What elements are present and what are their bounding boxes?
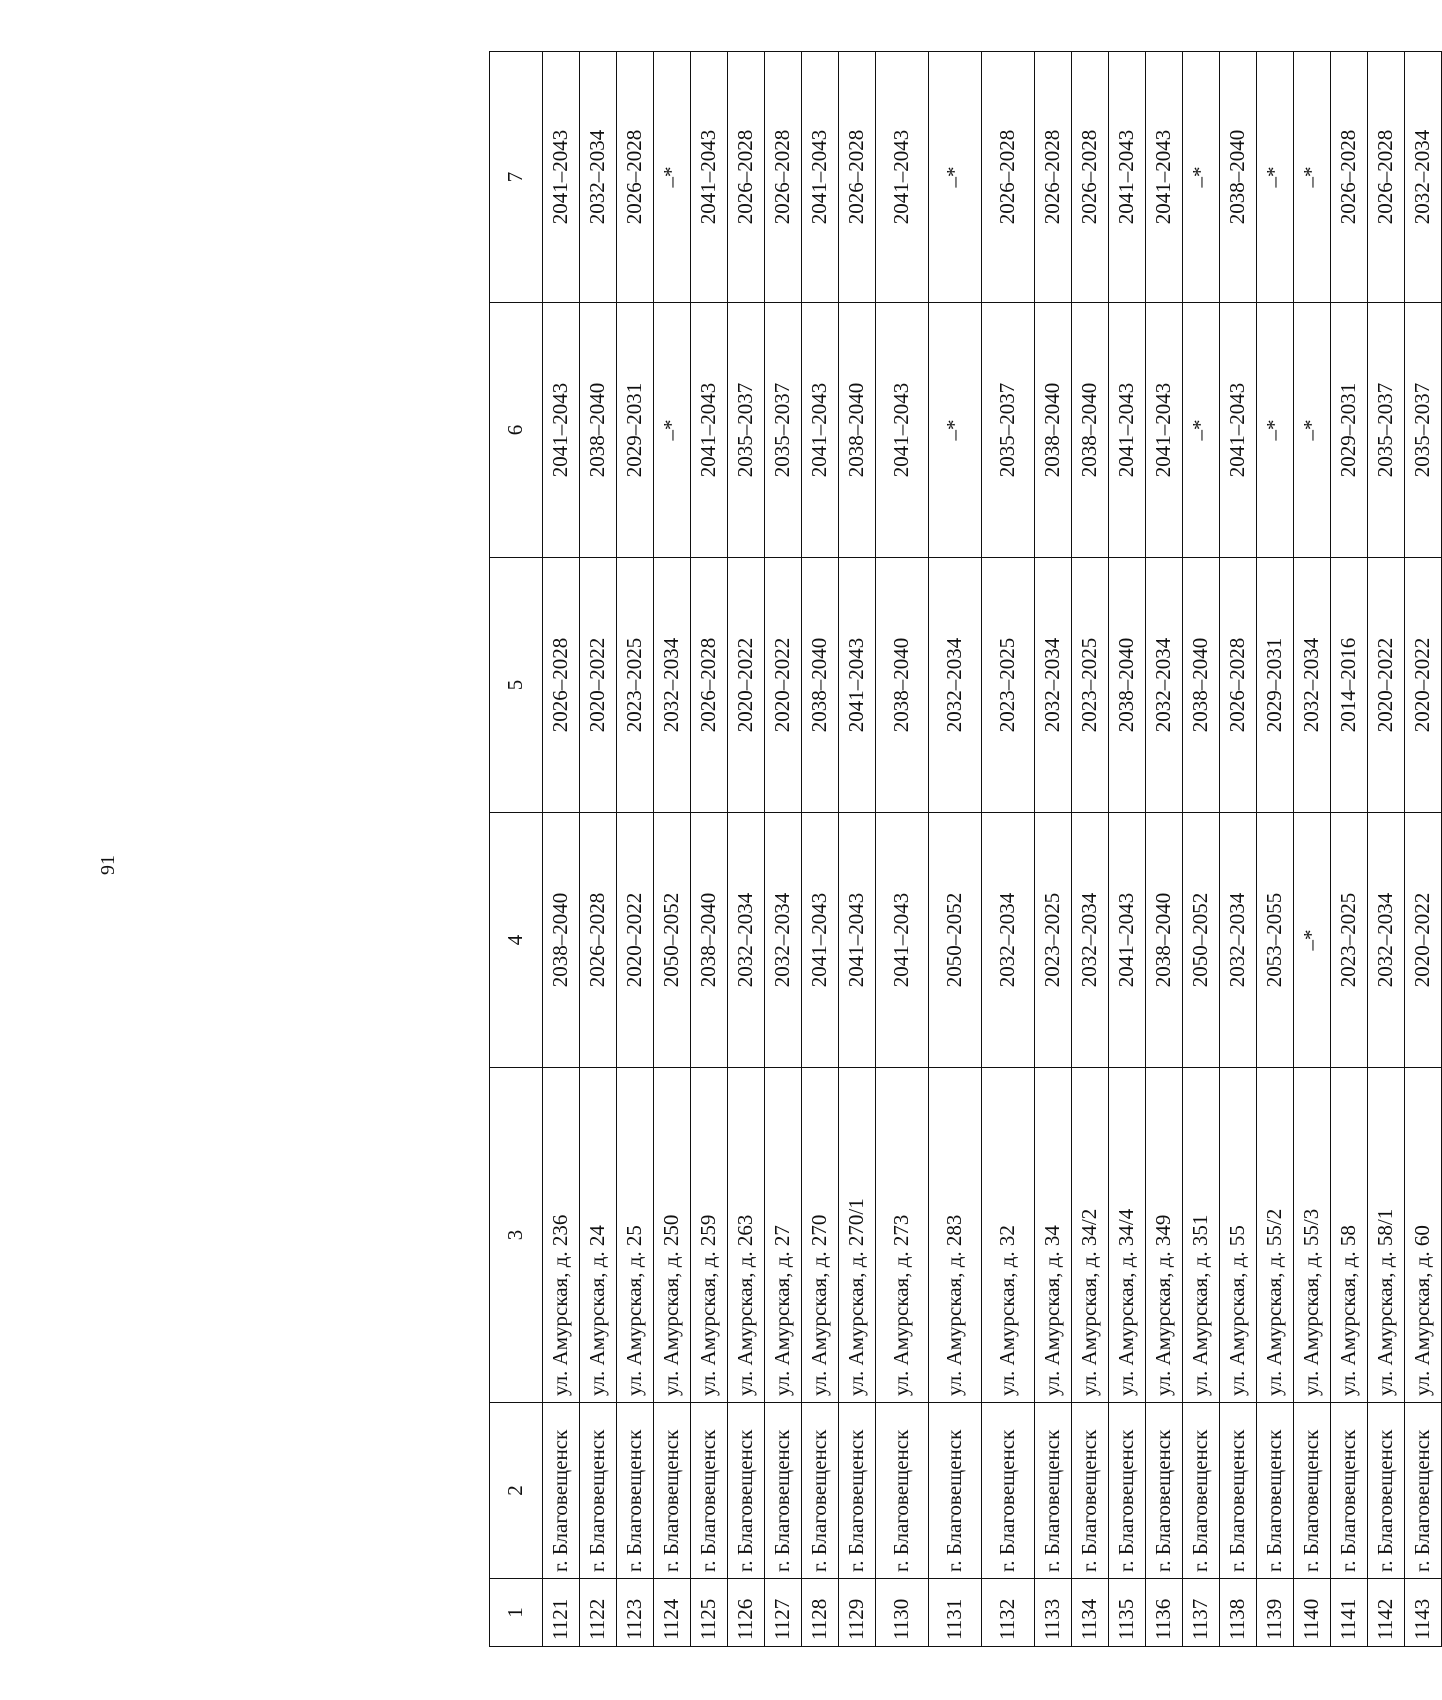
- period-cell-5: 2029–2031: [1257, 558, 1294, 813]
- period-cell-6: 2041–2043: [802, 303, 839, 558]
- address-cell: ул. Амурская, д. 32: [982, 1068, 1035, 1403]
- period-cell-5: 2020–2022: [728, 558, 765, 813]
- period-cell-5: 2032–2034: [1146, 558, 1183, 813]
- table-row: [802, 52, 839, 1647]
- period-cell-6: –*: [929, 303, 982, 558]
- period-cell-6: 2041–2043: [1109, 303, 1146, 558]
- address-cell: ул. Амурская, д. 34/2: [1072, 1068, 1109, 1403]
- period-cell-7: 2026–2028: [1368, 52, 1405, 303]
- row-number-cell: 1122: [580, 1579, 617, 1647]
- period-cell-6: 2035–2037: [982, 303, 1035, 558]
- address-cell: ул. Амурская, д. 283: [929, 1068, 982, 1403]
- period-cell-5: 2026–2028: [691, 558, 728, 813]
- table-row: [1035, 52, 1072, 1647]
- city-cell: г. Благовещенск: [728, 1403, 765, 1579]
- row-number-cell: 1133: [1035, 1579, 1072, 1647]
- row-number-cell: 1129: [839, 1579, 876, 1647]
- period-cell-6: 2038–2040: [1072, 303, 1109, 558]
- period-cell-6: –*: [1294, 303, 1331, 558]
- period-cell-5: 2038–2040: [1109, 558, 1146, 813]
- period-cell-5: 2026–2028: [543, 558, 580, 813]
- address-cell: ул. Амурская, д. 24: [580, 1068, 617, 1403]
- table-row: [1183, 52, 1220, 1647]
- city-cell: г. Благовещенск: [1257, 1403, 1294, 1579]
- period-cell-4: 2050–2052: [929, 813, 982, 1068]
- period-cell-5: 2020–2022: [1368, 558, 1405, 813]
- column-header-1: 1: [490, 1579, 543, 1647]
- period-cell-5: 2020–2022: [1405, 558, 1442, 813]
- city-cell: г. Благовещенск: [691, 1403, 728, 1579]
- period-cell-4: 2038–2040: [691, 813, 728, 1068]
- period-cell-7: –*: [1183, 52, 1220, 303]
- period-cell-6: 2035–2037: [1405, 303, 1442, 558]
- period-cell-7: 2026–2028: [1331, 52, 1368, 303]
- row-number-cell: 1125: [691, 1579, 728, 1647]
- period-cell-7: –*: [654, 52, 691, 303]
- address-cell: ул. Амурская, д. 34/4: [1109, 1068, 1146, 1403]
- table-row: [1294, 52, 1331, 1647]
- period-cell-6: 2041–2043: [1146, 303, 1183, 558]
- address-cell: ул. Амурская, д. 270/1: [839, 1068, 876, 1403]
- table-row: [728, 52, 765, 1647]
- city-cell: г. Благовещенск: [543, 1403, 580, 1579]
- table-row: [929, 52, 982, 1647]
- city-cell: г. Благовещенск: [982, 1403, 1035, 1579]
- period-cell-6: 2035–2037: [765, 303, 802, 558]
- period-cell-6: 2035–2037: [1368, 303, 1405, 558]
- period-cell-4: 2032–2034: [765, 813, 802, 1068]
- period-cell-7: 2026–2028: [982, 52, 1035, 303]
- header-row: [490, 52, 543, 1647]
- table-row: [1331, 52, 1368, 1647]
- table-row: [654, 52, 691, 1647]
- city-cell: г. Благовещенск: [839, 1403, 876, 1579]
- address-cell: ул. Амурская, д. 27: [765, 1068, 802, 1403]
- city-cell: г. Благовещенск: [654, 1403, 691, 1579]
- table-row: [982, 52, 1035, 1647]
- table-row: [1368, 52, 1405, 1647]
- period-cell-6: 2038–2040: [839, 303, 876, 558]
- table-row: [1072, 52, 1109, 1647]
- period-cell-7: 2026–2028: [1072, 52, 1109, 303]
- period-cell-5: 2020–2022: [765, 558, 802, 813]
- period-cell-7: –*: [1294, 52, 1331, 303]
- row-number-cell: 1130: [876, 1579, 929, 1647]
- period-cell-4: 2026–2028: [580, 813, 617, 1068]
- period-cell-6: 2029–2031: [1331, 303, 1368, 558]
- city-cell: г. Благовещенск: [1072, 1403, 1109, 1579]
- period-cell-4: 2032–2034: [1368, 813, 1405, 1068]
- city-cell: г. Благовещенск: [1368, 1403, 1405, 1579]
- period-cell-7: –*: [1257, 52, 1294, 303]
- period-cell-6: 2041–2043: [876, 303, 929, 558]
- city-cell: г. Благовещенск: [765, 1403, 802, 1579]
- address-cell: ул. Амурская, д. 349: [1146, 1068, 1183, 1403]
- row-number-cell: 1121: [543, 1579, 580, 1647]
- period-cell-7: 2041–2043: [802, 52, 839, 303]
- row-number-cell: 1132: [982, 1579, 1035, 1647]
- row-number-cell: 1123: [617, 1579, 654, 1647]
- period-cell-4: 2032–2034: [982, 813, 1035, 1068]
- row-number-cell: 1142: [1368, 1579, 1405, 1647]
- row-number-cell: 1138: [1220, 1579, 1257, 1647]
- table-row: [1109, 52, 1146, 1647]
- period-cell-4: 2041–2043: [802, 813, 839, 1068]
- city-cell: г. Благовещенск: [1220, 1403, 1257, 1579]
- address-cell: ул. Амурская, д. 55/2: [1257, 1068, 1294, 1403]
- period-cell-7: 2041–2043: [543, 52, 580, 303]
- period-cell-4: 2041–2043: [839, 813, 876, 1068]
- period-cell-5: 2041–2043: [839, 558, 876, 813]
- address-cell: ул. Амурская, д. 55: [1220, 1068, 1257, 1403]
- period-cell-7: 2026–2028: [1035, 52, 1072, 303]
- period-cell-6: 2041–2043: [691, 303, 728, 558]
- period-cell-5: 2038–2040: [1183, 558, 1220, 813]
- period-cell-7: 2041–2043: [691, 52, 728, 303]
- city-cell: г. Благовещенск: [929, 1403, 982, 1579]
- address-cell: ул. Амурская, д. 250: [654, 1068, 691, 1403]
- table-row: [839, 52, 876, 1647]
- city-cell: г. Благовещенск: [1035, 1403, 1072, 1579]
- column-header-2: 2: [490, 1403, 543, 1579]
- period-cell-7: 2041–2043: [1146, 52, 1183, 303]
- period-cell-4: 2032–2034: [1220, 813, 1257, 1068]
- period-cell-7: 2026–2028: [617, 52, 654, 303]
- row-number-cell: 1128: [802, 1579, 839, 1647]
- period-cell-6: 2035–2037: [728, 303, 765, 558]
- address-cell: ул. Амурская, д. 259: [691, 1068, 728, 1403]
- table-body: [543, 52, 1442, 1647]
- table-row: [580, 52, 617, 1647]
- address-cell: ул. Амурская, д. 236: [543, 1068, 580, 1403]
- city-cell: г. Благовещенск: [1294, 1403, 1331, 1579]
- period-cell-6: 2029–2031: [617, 303, 654, 558]
- column-header-3: 3: [490, 1068, 543, 1403]
- repair-schedule-table: [489, 51, 1442, 1647]
- period-cell-4: 2032–2034: [728, 813, 765, 1068]
- table-row: [543, 52, 580, 1647]
- period-cell-7: 2026–2028: [728, 52, 765, 303]
- period-cell-7: 2032–2034: [1405, 52, 1442, 303]
- table-container: [489, 52, 1435, 1647]
- column-header-6: 6: [490, 303, 543, 558]
- address-cell: ул. Амурская, д. 58/1: [1368, 1068, 1405, 1403]
- period-cell-4: 2041–2043: [1109, 813, 1146, 1068]
- city-cell: г. Благовещенск: [617, 1403, 654, 1579]
- row-number-cell: 1127: [765, 1579, 802, 1647]
- period-cell-7: 2041–2043: [876, 52, 929, 303]
- row-number-cell: 1139: [1257, 1579, 1294, 1647]
- row-number-cell: 1134: [1072, 1579, 1109, 1647]
- period-cell-6: 2038–2040: [580, 303, 617, 558]
- period-cell-6: –*: [1183, 303, 1220, 558]
- period-cell-7: 2032–2034: [580, 52, 617, 303]
- period-cell-7: –*: [929, 52, 982, 303]
- address-cell: ул. Амурская, д. 273: [876, 1068, 929, 1403]
- city-cell: г. Благовещенск: [802, 1403, 839, 1579]
- period-cell-7: 2026–2028: [765, 52, 802, 303]
- column-header-7: 7: [490, 52, 543, 303]
- period-cell-4: –*: [1294, 813, 1331, 1068]
- period-cell-4: 2041–2043: [876, 813, 929, 1068]
- row-number-cell: 1137: [1183, 1579, 1220, 1647]
- table-row: [1405, 52, 1442, 1647]
- period-cell-6: 2038–2040: [1035, 303, 1072, 558]
- period-cell-5: 2032–2034: [1035, 558, 1072, 813]
- table-row: [876, 52, 929, 1647]
- city-cell: г. Благовещенск: [1146, 1403, 1183, 1579]
- period-cell-5: 2023–2025: [1072, 558, 1109, 813]
- period-cell-4: 2020–2022: [1405, 813, 1442, 1068]
- period-cell-6: 2041–2043: [543, 303, 580, 558]
- address-cell: ул. Амурская, д. 58: [1331, 1068, 1368, 1403]
- period-cell-6: –*: [1257, 303, 1294, 558]
- table-row: [1146, 52, 1183, 1647]
- city-cell: г. Благовещенск: [1405, 1403, 1442, 1579]
- period-cell-5: 2038–2040: [876, 558, 929, 813]
- city-cell: г. Благовещенск: [1183, 1403, 1220, 1579]
- column-header-5: 5: [490, 558, 543, 813]
- table-row: [1257, 52, 1294, 1647]
- period-cell-4: 2038–2040: [543, 813, 580, 1068]
- period-cell-5: 2032–2034: [929, 558, 982, 813]
- period-cell-4: 2032–2034: [1072, 813, 1109, 1068]
- period-cell-6: –*: [654, 303, 691, 558]
- address-cell: ул. Амурская, д. 34: [1035, 1068, 1072, 1403]
- page-number: 91: [97, 855, 119, 875]
- period-cell-5: 2032–2034: [654, 558, 691, 813]
- row-number-cell: 1141: [1331, 1579, 1368, 1647]
- address-cell: ул. Амурская, д. 351: [1183, 1068, 1220, 1403]
- city-cell: г. Благовещенск: [1331, 1403, 1368, 1579]
- period-cell-5: 2032–2034: [1294, 558, 1331, 813]
- address-cell: ул. Амурская, д. 263: [728, 1068, 765, 1403]
- period-cell-4: 2050–2052: [654, 813, 691, 1068]
- table-row: [691, 52, 728, 1647]
- address-cell: ул. Амурская, д. 55/3: [1294, 1068, 1331, 1403]
- period-cell-7: 2026–2028: [839, 52, 876, 303]
- period-cell-4: 2023–2025: [1331, 813, 1368, 1068]
- city-cell: г. Благовещенск: [1109, 1403, 1146, 1579]
- row-number-cell: 1131: [929, 1579, 982, 1647]
- period-cell-5: 2026–2028: [1220, 558, 1257, 813]
- period-cell-5: 2023–2025: [617, 558, 654, 813]
- city-cell: г. Благовещенск: [876, 1403, 929, 1579]
- address-cell: ул. Амурская, д. 60: [1405, 1068, 1442, 1403]
- row-number-cell: 1124: [654, 1579, 691, 1647]
- city-cell: г. Благовещенск: [580, 1403, 617, 1579]
- table-row: [1220, 52, 1257, 1647]
- period-cell-7: 2041–2043: [1109, 52, 1146, 303]
- row-number-cell: 1140: [1294, 1579, 1331, 1647]
- period-cell-6: 2041–2043: [1220, 303, 1257, 558]
- period-cell-5: 2020–2022: [580, 558, 617, 813]
- address-cell: ул. Амурская, д. 270: [802, 1068, 839, 1403]
- table-row: [765, 52, 802, 1647]
- row-number-cell: 1135: [1109, 1579, 1146, 1647]
- period-cell-5: 2023–2025: [982, 558, 1035, 813]
- row-number-cell: 1126: [728, 1579, 765, 1647]
- period-cell-5: 2038–2040: [802, 558, 839, 813]
- period-cell-7: 2038–2040: [1220, 52, 1257, 303]
- table-row: [617, 52, 654, 1647]
- period-cell-5: 2014–2016: [1331, 558, 1368, 813]
- row-number-cell: 1136: [1146, 1579, 1183, 1647]
- period-cell-4: 2023–2025: [1035, 813, 1072, 1068]
- address-cell: ул. Амурская, д. 25: [617, 1068, 654, 1403]
- period-cell-4: 2020–2022: [617, 813, 654, 1068]
- period-cell-4: 2038–2040: [1146, 813, 1183, 1068]
- period-cell-4: 2053–2055: [1257, 813, 1294, 1068]
- period-cell-4: 2050–2052: [1183, 813, 1220, 1068]
- row-number-cell: 1143: [1405, 1579, 1442, 1647]
- column-header-4: 4: [490, 813, 543, 1068]
